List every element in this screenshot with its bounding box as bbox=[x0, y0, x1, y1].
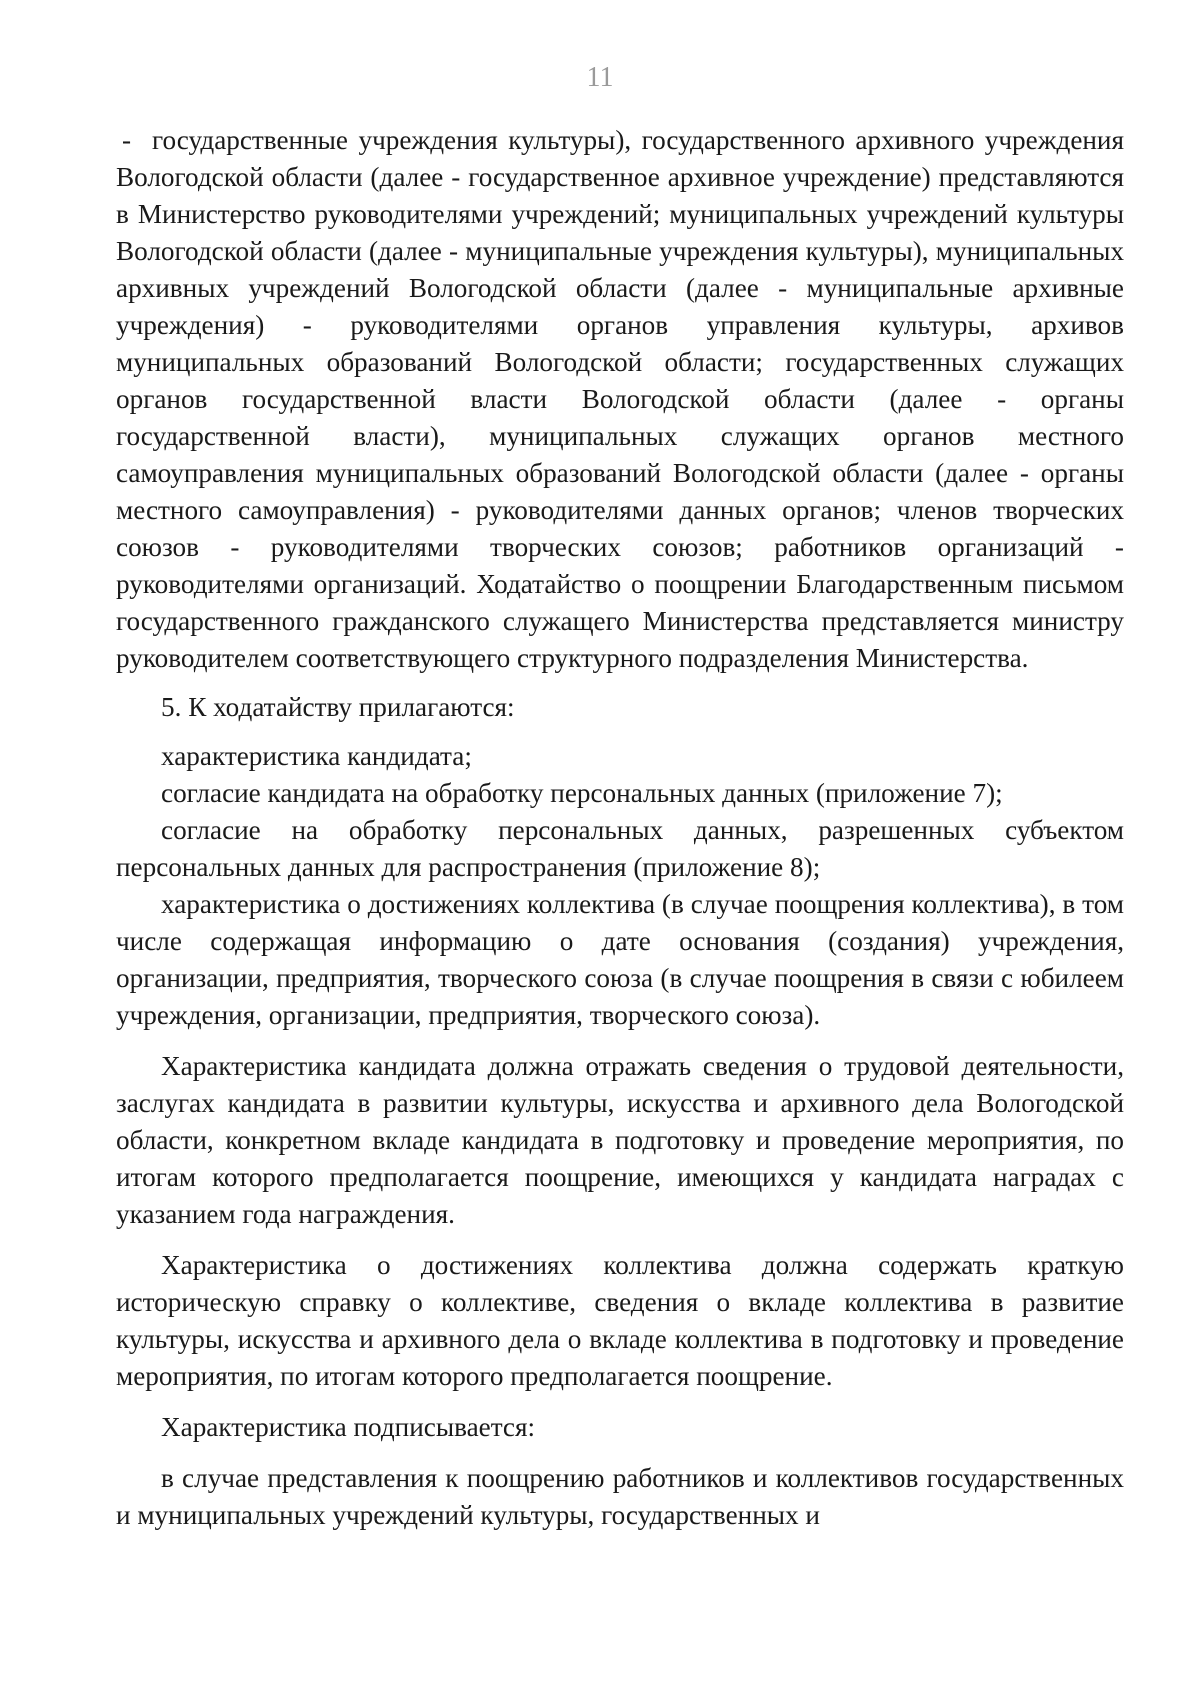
paragraph-team-characteristic-content: Характеристика о достижениях коллектива должна содержать краткую историческую справку о коллективе, сведения о вкладе коллектива в развитие культуры, искусства и архивного дела о вкладе коллектива в подготовку и проведение мероприятия, по итогам которого предполагается поощрение. bbox=[116, 1250, 1124, 1391]
paragraph-item-5-heading: 5. К ходатайству прилагаются: bbox=[161, 692, 515, 722]
list-item-distribution-consent: согласие на обработку персональных данных, разрешенных субъектом персональных данных для распространения (приложение 8); bbox=[116, 815, 1124, 882]
document-body bbox=[116, 122, 1124, 1534]
paragraph-signature-case: в случае представления к поощрению работников и коллективов государственных и муниципальных учреждений культуры, государственных и bbox=[116, 1463, 1124, 1530]
list-item-team-achievements: характеристика о достижениях коллектива (в случае поощрения коллектива), в том числе содержащая информацию о дате основания (создания) учреждения, организации, предприятия, творческого союза (в случае поощрения в связи с юбилеем учреждения, организации, предприятия, творческого союза). bbox=[116, 889, 1124, 1030]
paragraph-nominating-authorities: - государственные учреждения культуры), государственного архивного учреждения Вологодской области (далее - государственное архивное учреждение) представляются в Министерство руководителями учреждений; муниципальных учреждений культуры Вологодской области (далее - муниципальные учреждения культуры), муниципальных архивных учреждений Вологодской области (далее - муниципальные архивные учреждения) - руководителями органов управления культуры, архивов муниципальных образований Вологодской области; государственных служащих органов государственной власти Вологодской области (далее - органы государственной власти), муниципальных служащих органов местного самоуправления муниципальных образований Вологодской области (далее - органы местного самоуправления) - руководителями данных органов; членов творческих союзов - руководителями творческих союзов; работников организаций - руководителями организаций. Ходатайство о поощрении Благодарственным письмом государственного гражданского служащего Министерства представляется министру руководителем соответствующего структурного подразделения Министерства. bbox=[116, 125, 1124, 673]
paragraph-signature-heading: Характеристика подписывается: bbox=[161, 1412, 536, 1442]
paragraph-candidate-characteristic-content: Характеристика кандидата должна отражать сведения о трудовой деятельности, заслугах кандидата в развитии культуры, искусства и архивного дела Вологодской области, конкретном вкладе кандидата в подготовку и проведение мероприятия, по итогам которого предполагается поощрение, имеющихся у кандидата наградах с указанием года награждения. bbox=[116, 1051, 1124, 1229]
list-item-personal-data-consent: согласие кандидата на обработку персональных данных (приложение 7); bbox=[161, 778, 1003, 808]
list-item-candidate-characteristic: характеристика кандидата; bbox=[161, 741, 472, 771]
page-number: 11 bbox=[586, 62, 614, 93]
